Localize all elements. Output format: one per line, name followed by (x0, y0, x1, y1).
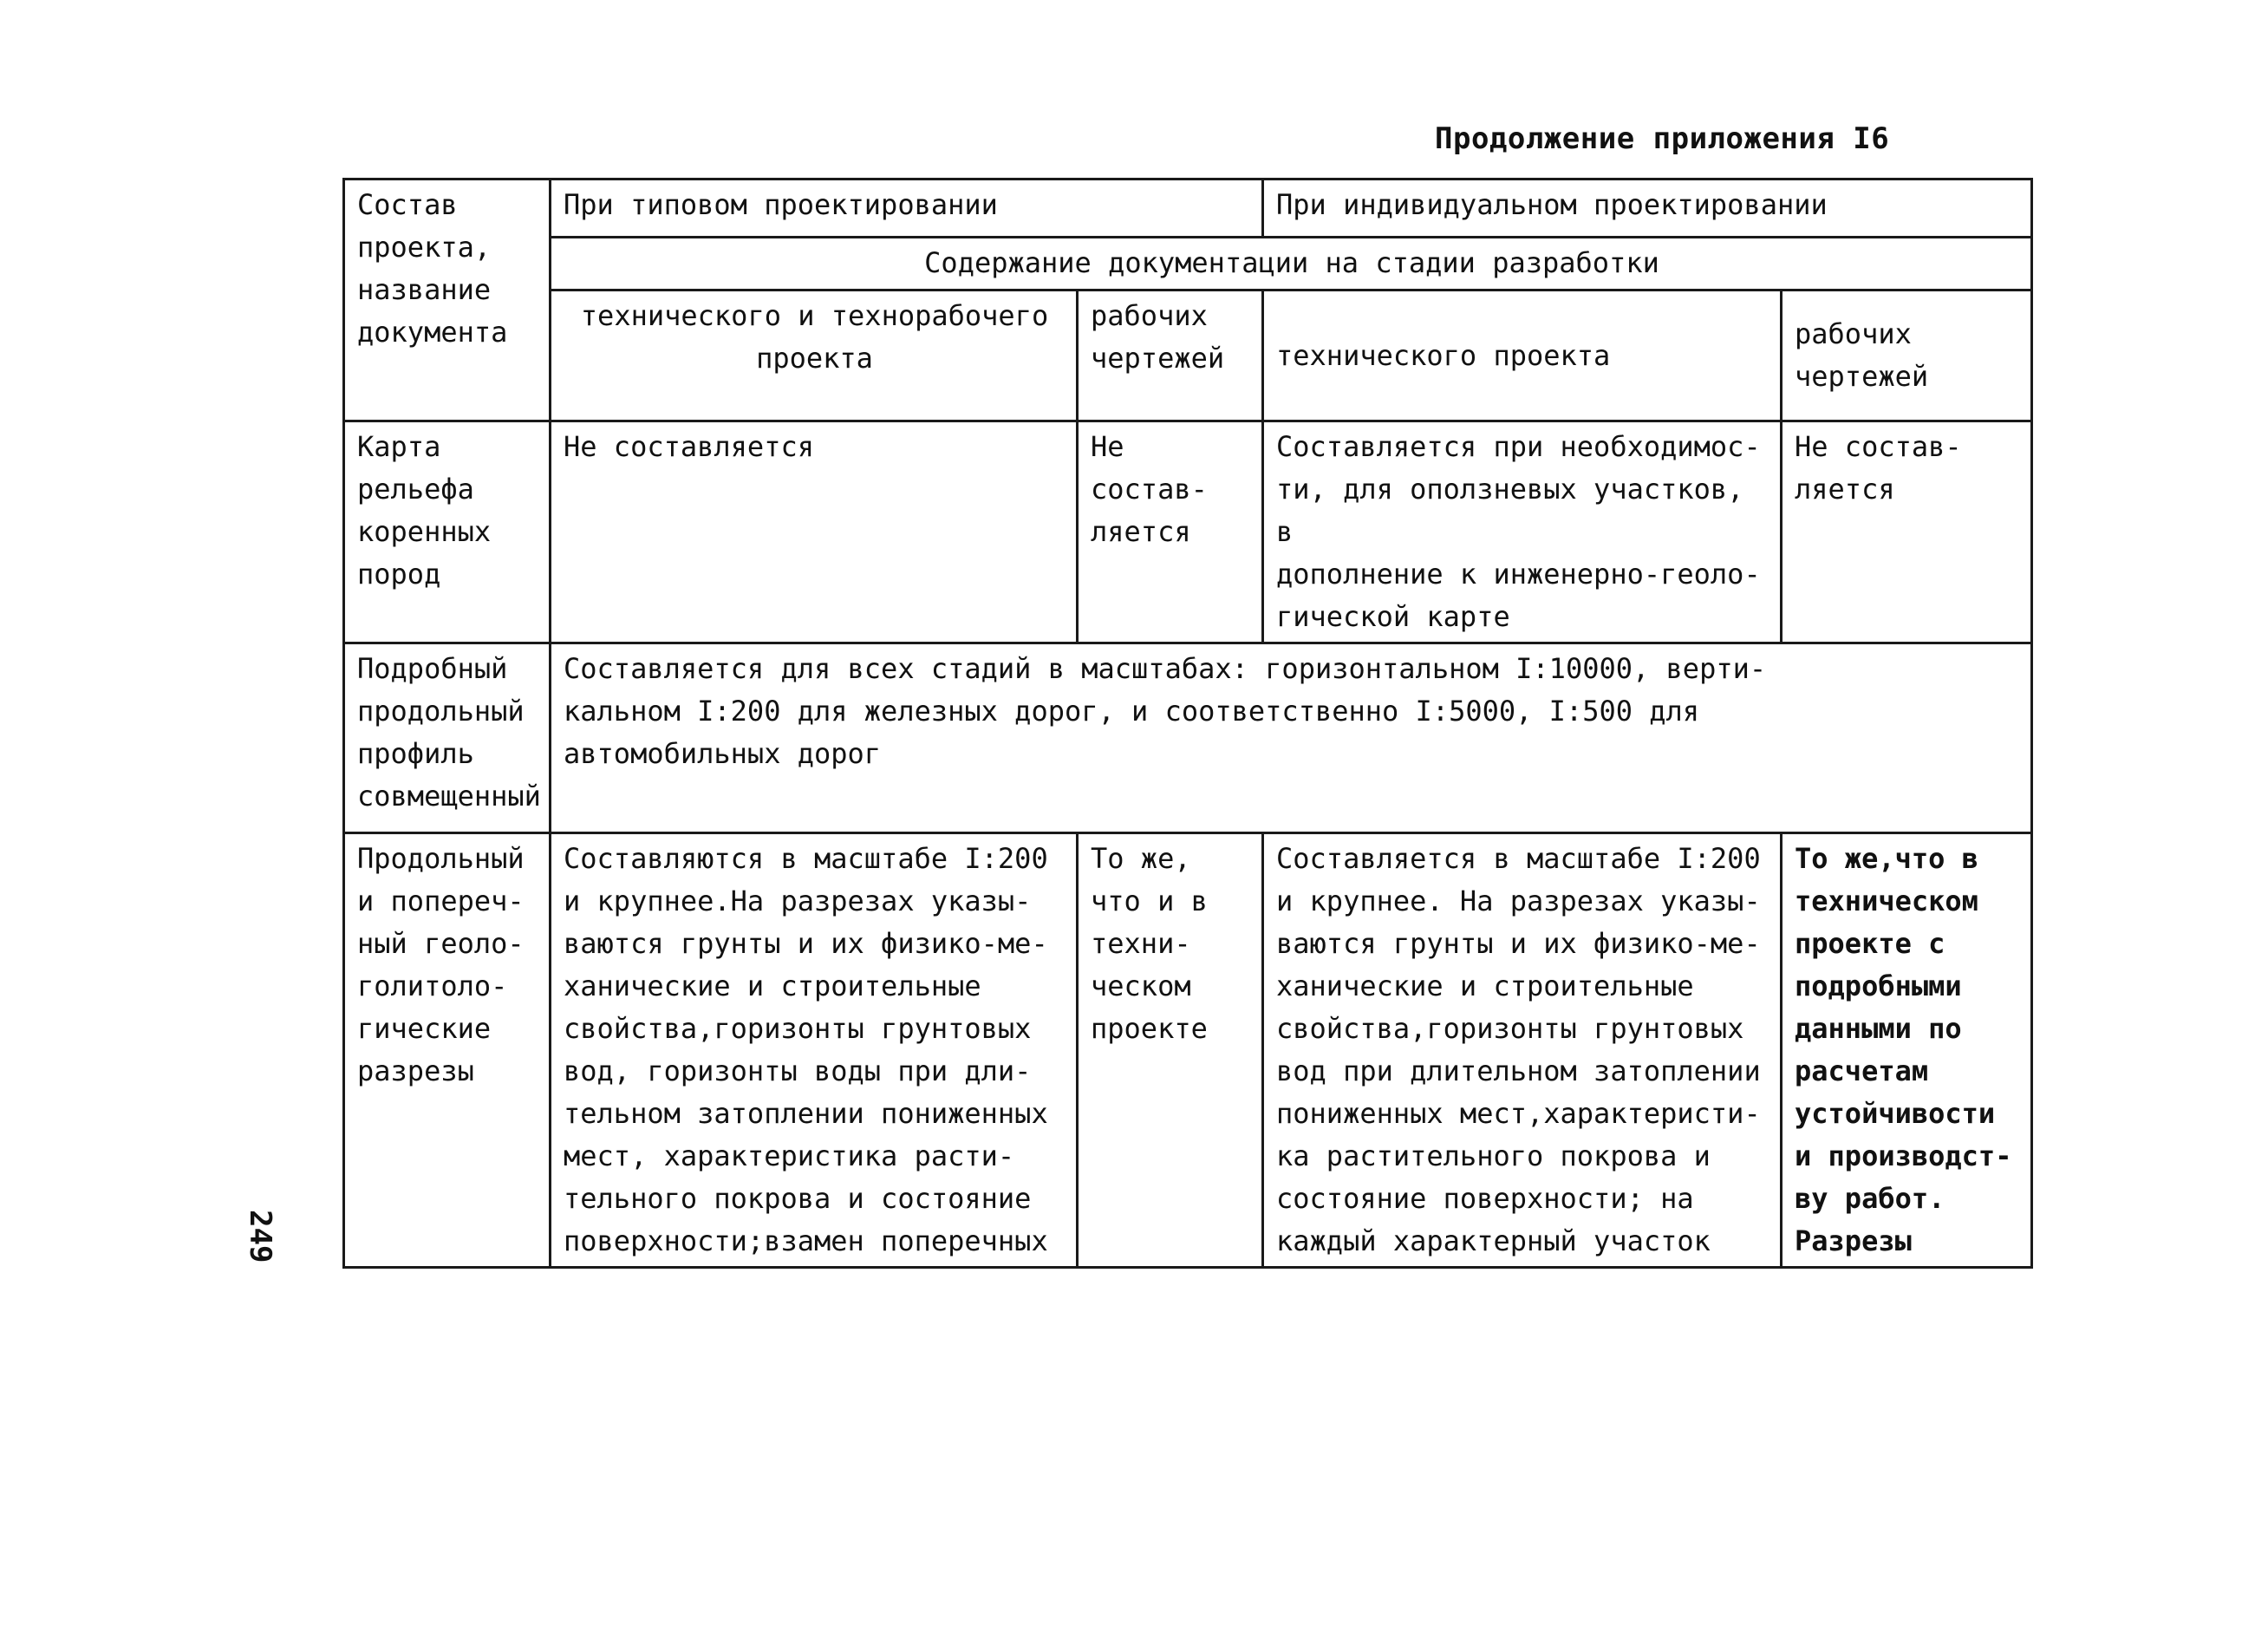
cell-typical-working: То же, что и в техни- ческом проекте (1078, 833, 1263, 1268)
cell-individual-working: Не состав- ляется (1782, 421, 2032, 643)
header-individual-working: рабочих чертежей (1782, 290, 2032, 421)
header-individual-design: При индивидуальном проектировании (1263, 180, 2032, 238)
header-content-stage: Содержание документации на стадии разработки (551, 238, 2032, 290)
header-row-design-type (344, 180, 2032, 238)
table-row (344, 421, 2032, 643)
row-name: Подробный продольный профиль совмещенный (344, 643, 551, 833)
table-row (344, 833, 2032, 1268)
cell-individual-tech: Составляется при необходимос- ти, для оползневых участков, в дополнение к инженерно-геоло- гической карте (1263, 421, 1782, 643)
cell-individual-tech: Составляется в масштабе I:200 и крупнее. На разрезах указы- ваются грунты и их физико-ме- ханические и строительные свойства,горизонты грунтовых вод при длительном затоплении пониженных мест,характеристи- ка растительного покрова и состояние поверхности; на каждый характерный участок (1263, 833, 1782, 1268)
cell-merged: Составляется для всех стадий в масштабах: горизонтальном I:10000, верти- кальном I:200 для железных дорог, и соответственно I:5000, I:500 для автомобильных дорог (551, 643, 2032, 833)
header-typical-working: рабочих чертежей (1078, 290, 1263, 421)
row-name: Карта рельефа коренных пород (344, 421, 551, 643)
page-header: Продолжение приложения I6 (1435, 121, 1890, 156)
page-number: 249 (243, 1210, 277, 1263)
row-name: Продольный и попереч- ный геоло- голитоло- гические разрезы (344, 833, 551, 1268)
header-row-stages (344, 290, 2032, 421)
cell-typical-working: Не состав- ляется (1078, 421, 1263, 643)
document-table (342, 178, 2033, 1269)
header-typical-tech: технического и технорабочего проекта (551, 290, 1078, 421)
header-row-content (344, 238, 2032, 290)
cell-individual-working: То же,что в техническом проекте с подробными данными по расчетам устойчивости и производст- ву работ. Разрезы (1782, 833, 2032, 1268)
cell-typical-tech: Составляются в масштабе I:200 и крупнее.На разрезах указы- ваются грунты и их физико-ме- ханические и строительные свойства,горизонты грунтовых вод, горизонты воды при дли- тельном затоплении пониженных мест, характеристика расти- тельного покрова и состояние поверхности;взамен поперечных (551, 833, 1078, 1268)
header-individual-tech: технического проекта (1263, 290, 1782, 421)
header-project-composition: Состав проекта, название документа (344, 180, 551, 421)
cell-typical-tech: Не составляется (551, 421, 1078, 643)
table-row (344, 643, 2032, 833)
header-typical-design: При типовом проектировании (551, 180, 1263, 238)
